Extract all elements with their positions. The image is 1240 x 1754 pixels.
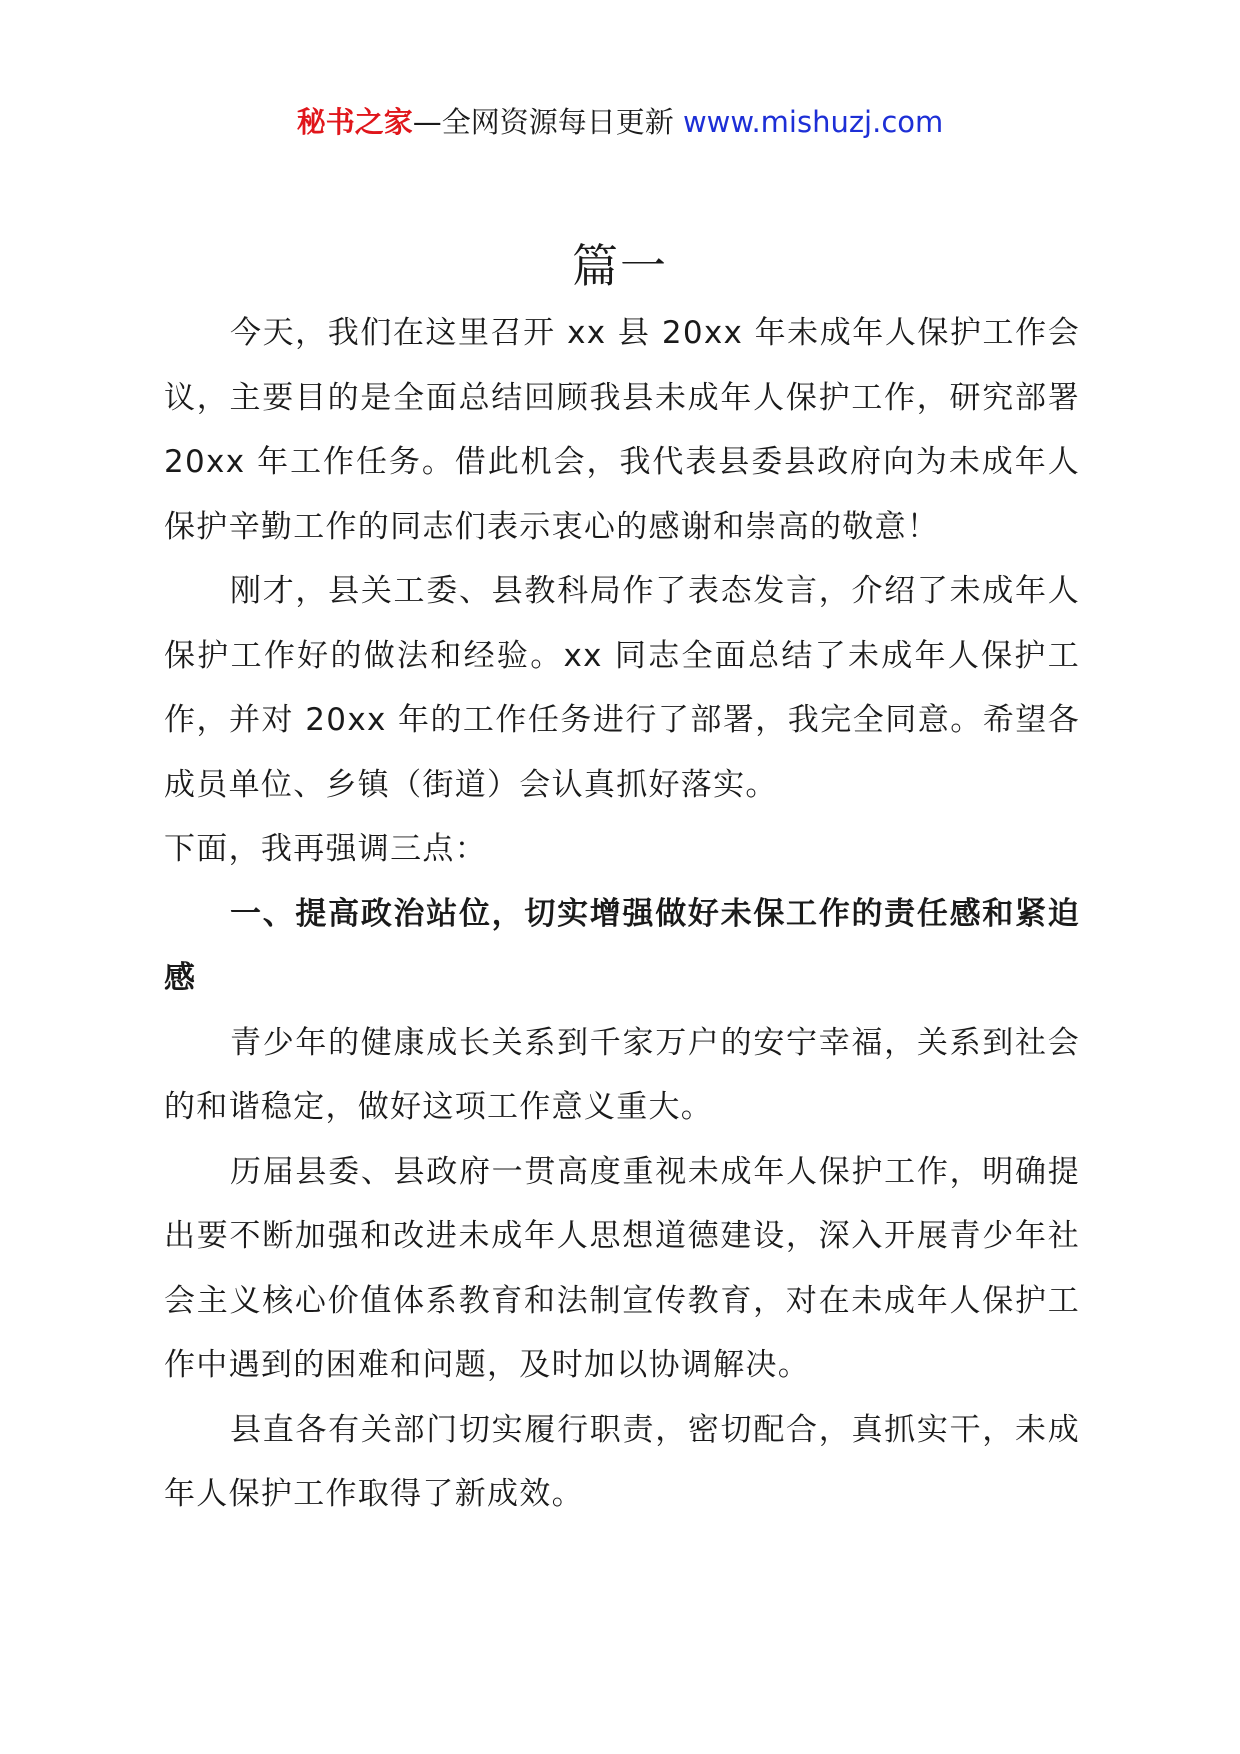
body-paragraph: 县直各有关部门切实履行职责，密切配合，真抓实干，未成年人保护工作取得了新成效。 bbox=[164, 1411, 1080, 1512]
document-body bbox=[164, 301, 1080, 1527]
document-title: 篇一 bbox=[572, 239, 668, 293]
site-brand: 秘书之家 bbox=[296, 105, 413, 139]
section-heading: 一、提高政治站位，切实增强做好未保工作的责任感和紧迫感 bbox=[164, 895, 1080, 996]
site-header bbox=[0, 100, 1240, 144]
body-paragraph: 刚才，县关工委、县教科局作了表态发言，介绍了未成年人保护工作好的做法和经验。xx 同志全面总结了未成年人保护工作，并对 20xx 年的工作任务进行了部署，我完全同意。希望各成员单位、乡镇（街道）会认真抓好落实。 bbox=[164, 573, 1080, 803]
body-paragraph: 下面，我再强调三点： bbox=[164, 831, 487, 867]
site-slogan: —全网资源每日更新 bbox=[412, 105, 674, 139]
body-paragraph: 青少年的健康成长关系到千家万户的安宁幸福，关系到社会的和谐稳定，做好这项工作意义重大。 bbox=[164, 1024, 1080, 1125]
body-paragraph: 今天，我们在这里召开 xx 县 20xx 年未成年人保护工作会议，主要目的是全面总结回顾我县未成年人保护工作，研究部署 20xx 年工作任务。借此机会，我代表县委县政府向为未成年人保护辛勤工作的同志们表示衷心的感谢和崇高的敬意！ bbox=[164, 315, 1080, 545]
body-paragraph: 历届县委、县政府一贯高度重视未成年人保护工作，明确提出要不断加强和改进未成年人思想道德建设，深入开展青少年社会主义核心价值体系教育和法制宣传教育，对在未成年人保护工作中遇到的困难和问题，及时加以协调解决。 bbox=[164, 1153, 1080, 1383]
site-url-link[interactable]: www.mishuzj.com bbox=[682, 105, 944, 139]
